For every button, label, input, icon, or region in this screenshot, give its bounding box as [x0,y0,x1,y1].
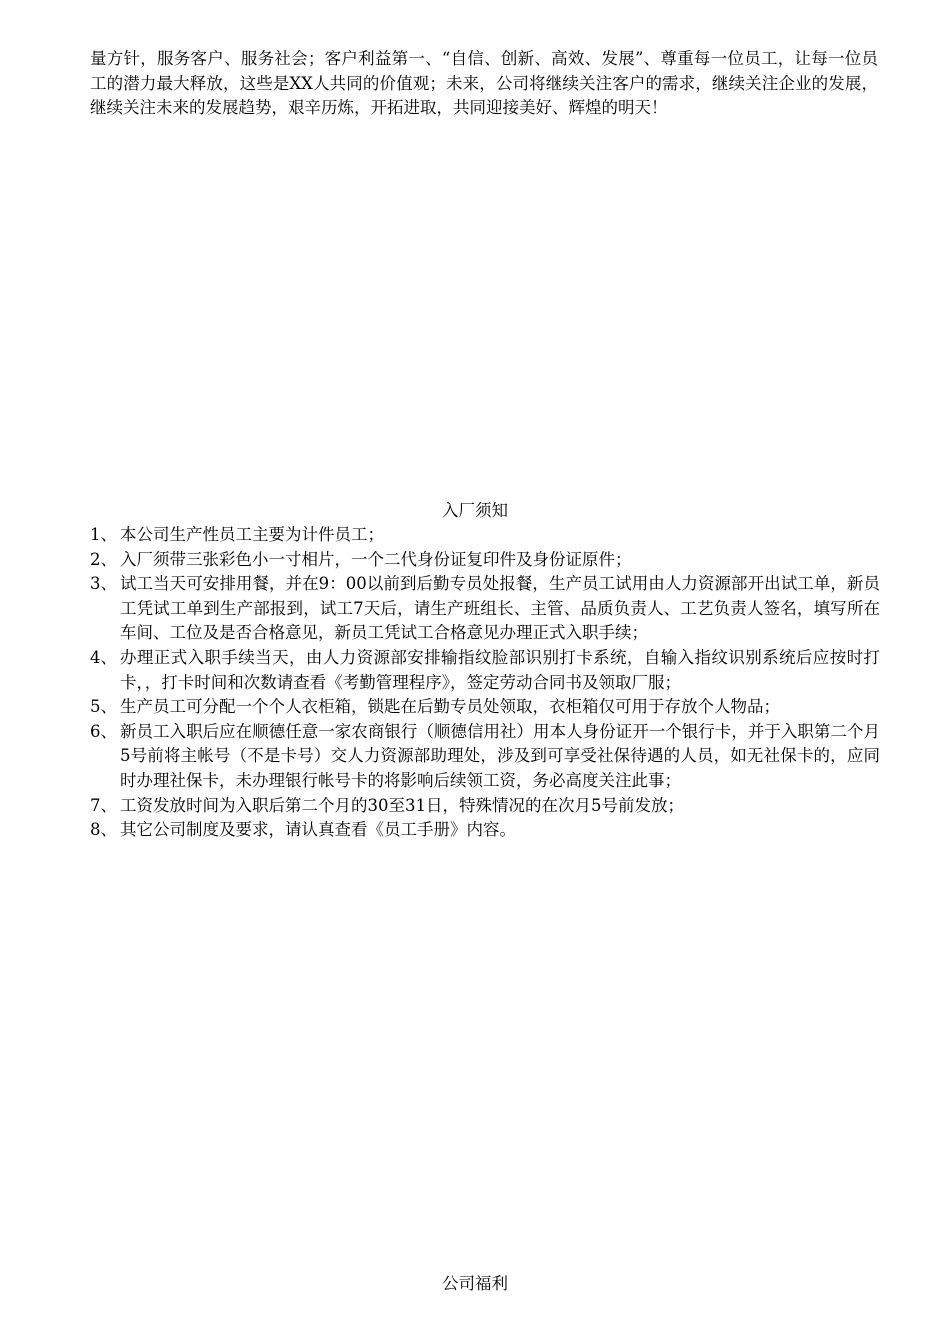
list-item [90,695,880,720]
list-item [90,646,880,695]
item-number: 3、 [90,574,117,594]
item-number: 2、 [90,549,117,569]
list-item [90,523,880,548]
item-text: 本公司生产性员工主要为计件员工； [120,525,384,544]
item-number: 6、 [90,721,117,741]
notice-list [90,523,880,843]
notice-title: 入厂须知 [442,501,508,520]
item-text: 试工当天可安排用餐，并在9：00以前到后勤专员处报餐，生产员工试用由人力资源部开出试工单，新员工凭试工单到生产部报到，试工7天后，请生产班组长、主管、品质负责人、工艺负责人签名，填写所在车间、工位及是否合格意见，新员工凭试工合格意见办理正式入职手续； [120,574,880,643]
item-text: 生产员工可分配一个个人衣柜箱，锁匙在后勤专员处领取，衣柜箱仅可用于存放个人物品； [120,697,780,717]
item-number: 1、 [90,525,117,544]
item-text: 办理正式入职手续当天，由人力资源部安排输指纹脸部识别打卡系统，自输入指纹识别系统后应按时打卡，，打卡时间和次数请查看《考勤管理程序》，签定劳动合同书及领取厂服； [120,647,880,692]
welfare-title: 公司福利 [442,1274,508,1293]
item-number: 4、 [90,647,117,667]
item-number: 5、 [90,697,117,717]
item-text: 新员工入职后应在顺德任意一家农商银行（顺德信用社）用本人身份证开一个银行卡，并于入职第二个月5号前将主帐号（不是卡号）交人力资源部助理处，涉及到可享受社保待遇的人员，如无社保卡的，应同时办理社保卡，未办理银行帐号卡的将影响后续领工资，务必高度关注此事； [120,721,880,790]
list-item [90,794,880,819]
item-text: 其它公司制度及要求，请认真查看《员工手册》内容。 [120,820,516,840]
list-item [90,572,880,646]
item-text: 入厂须带三张彩色小一寸相片，一个二代身份证复印件及身份证原件； [120,549,632,569]
list-item [90,818,880,843]
item-number: 8、 [90,820,117,840]
item-text: 工资发放时间为入职后第二个月的30至31日，特殊情况的在次月5号前发放； [120,795,684,815]
item-number: 7、 [90,795,117,815]
intro-paragraph: 量方针，服务客户、服务社会；客户利益第一、“自信、创新、高效、发展”、尊重每一位员工，让每一位员工的潜力最大释放，这些是XX人共同的价值观；未来，公司将继续关注客户的需求，继续关注企业的发展，继续关注未来的发展趋势，艰辛历炼，开拓进取，共同迎接美好、辉煌的明天！ [90,49,878,117]
list-item [90,548,880,573]
list-item [90,720,880,794]
